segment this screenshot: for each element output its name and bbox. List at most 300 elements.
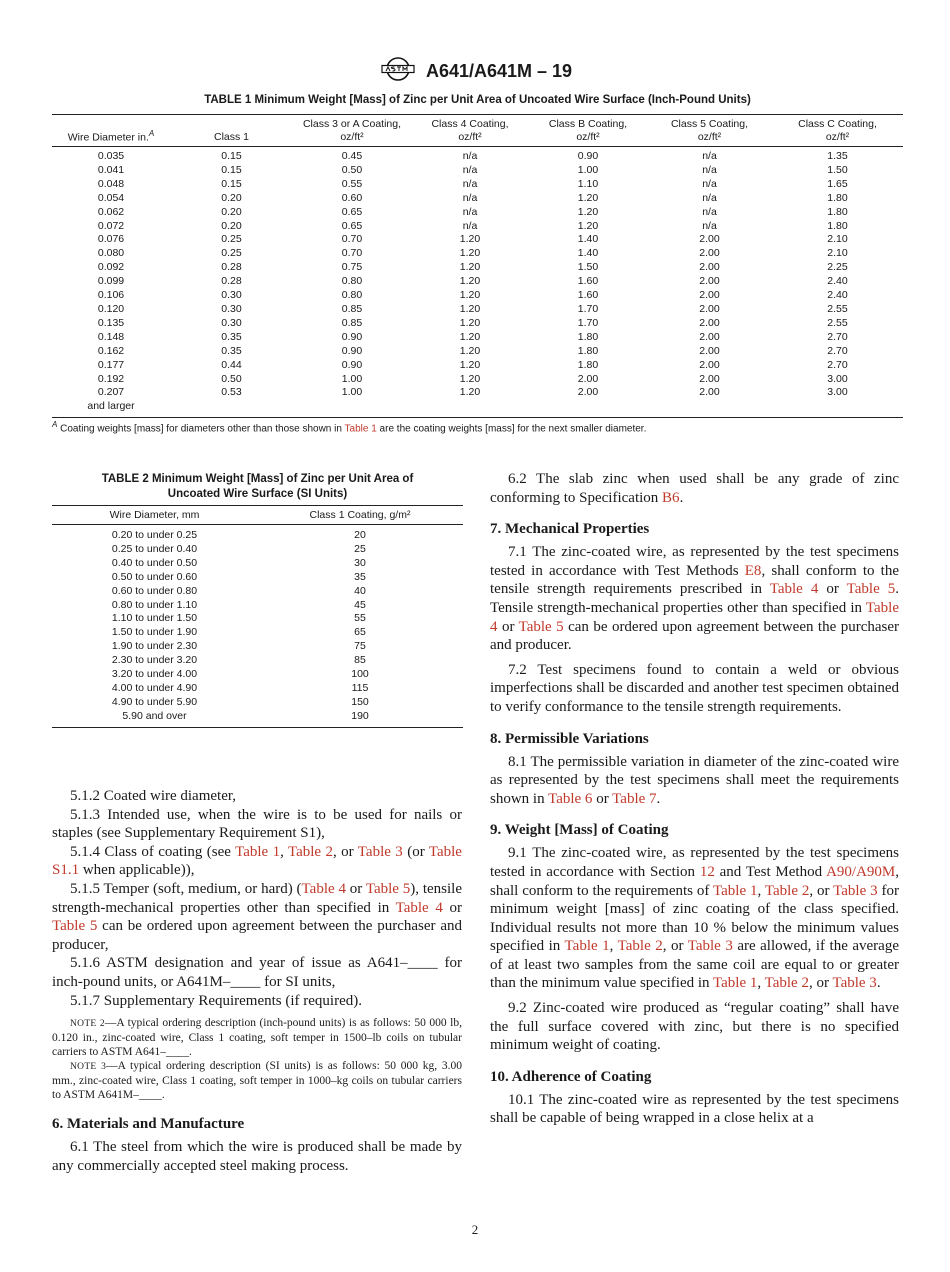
table-cell bbox=[772, 206, 903, 220]
cell-value: n/a bbox=[462, 191, 478, 204]
table-cell: 4.00 to under 4.90 bbox=[111, 681, 198, 694]
table-cell bbox=[170, 359, 293, 373]
table-row bbox=[52, 178, 903, 192]
note-text: —A typical ordering description (SI units) is as follows: 50 000 kg, 3.00 mm., zinc-coated wire, Class 1 coating, soft temper in 1000–kg coils on tubular carriers to ASTM A641M–____. bbox=[52, 1060, 462, 1102]
table-cell: 1.10 to under 1.50 bbox=[111, 612, 198, 625]
table1-header-cell bbox=[293, 115, 411, 147]
table-cell bbox=[772, 192, 903, 206]
cell-value: 2.70 bbox=[827, 344, 848, 357]
table1-link[interactable]: Table 1 bbox=[713, 975, 758, 992]
table1-header-cell bbox=[647, 115, 772, 147]
cell-value: 2.00 bbox=[699, 358, 720, 371]
table-cell bbox=[170, 206, 293, 220]
cell-value: 0.30 bbox=[221, 302, 242, 315]
table1-link[interactable]: Table 1 bbox=[564, 938, 610, 955]
para-7-1 bbox=[490, 543, 899, 655]
table-cell: 0.40 to under 0.50 bbox=[111, 556, 198, 569]
text-run: for minimum weight [mass] of zinc coating of the class specified. Individual results not more than 10 % below the minimum values specified in bbox=[490, 882, 900, 955]
section-8-heading: 8. Permissible Variations bbox=[490, 730, 649, 747]
cell-value: 0.70 bbox=[341, 233, 363, 246]
cell-value: 0.80 bbox=[341, 275, 363, 288]
table-cell bbox=[170, 345, 293, 359]
cell-value: 2.00 bbox=[699, 247, 720, 260]
table-cell bbox=[293, 373, 411, 387]
table-cell bbox=[772, 317, 903, 331]
cell-value: 1.40 bbox=[577, 233, 599, 246]
table-cell bbox=[411, 303, 529, 317]
para-9-2: 9.2 Zinc-coated wire produced as “regular coating” shall have the full surface covered with zinc, but there is no specified minimum weight of coating. bbox=[490, 1000, 899, 1054]
table-cell bbox=[529, 317, 647, 331]
table-cell bbox=[772, 289, 903, 303]
cell-value: 2.40 bbox=[827, 289, 848, 302]
table-cell bbox=[411, 386, 529, 417]
cell-value: 0.035 bbox=[97, 150, 125, 162]
para-6-1: 6.1 The steel from which the wire is produced shall be made by any commercially accepted steel making process. bbox=[52, 1139, 462, 1174]
cell-value: 0.65 bbox=[341, 219, 363, 232]
cell-value: 1.00 bbox=[577, 163, 599, 176]
right-column bbox=[490, 470, 899, 1128]
table-row bbox=[52, 206, 903, 220]
cell-value: 1.80 bbox=[577, 344, 599, 357]
cell-value: n/a bbox=[702, 191, 717, 204]
table-cell bbox=[529, 206, 647, 220]
note-label: NOTE 3 bbox=[70, 1062, 107, 1073]
cell-value: 0.207 bbox=[97, 386, 125, 399]
table-cell bbox=[529, 261, 647, 275]
text-run: (or bbox=[402, 843, 429, 860]
text-run: when applicable)), bbox=[79, 862, 195, 879]
table-cell bbox=[772, 386, 903, 417]
table-cell bbox=[411, 147, 529, 164]
text-run: , shall conform to the requirements of bbox=[490, 863, 899, 899]
table-cell: 45 bbox=[354, 598, 366, 611]
header-text: Class C Coating, bbox=[798, 118, 877, 130]
table-cell bbox=[293, 317, 411, 331]
cell-value: 1.10 bbox=[577, 177, 599, 190]
text-run: . bbox=[876, 975, 881, 992]
table2-header-text: Class 1 Coating, g/m² bbox=[309, 509, 411, 521]
cell-value: 1.20 bbox=[577, 219, 599, 232]
text-run: , bbox=[280, 843, 288, 860]
cell-value: 0.60 bbox=[341, 191, 363, 204]
table-cell bbox=[293, 220, 411, 234]
table-cell bbox=[52, 359, 170, 373]
header-unit: oz/ft² bbox=[458, 131, 482, 143]
table-cell bbox=[52, 178, 170, 192]
cell-value: 0.90 bbox=[341, 330, 363, 343]
cell-value: 1.40 bbox=[577, 247, 599, 260]
table-cell bbox=[529, 247, 647, 261]
table4-link[interactable]: Table 4 bbox=[395, 899, 443, 916]
table-cell bbox=[529, 275, 647, 289]
table3-link[interactable]: Table 3 bbox=[833, 882, 878, 899]
table-row bbox=[52, 696, 463, 710]
table-cell bbox=[529, 147, 647, 164]
header-text: Class B Coating, bbox=[548, 118, 628, 130]
table-cell bbox=[647, 303, 772, 317]
table3-link[interactable]: Table 3 bbox=[357, 843, 403, 860]
table5-link[interactable]: Table 5 bbox=[365, 880, 411, 897]
table-cell bbox=[293, 261, 411, 275]
cell-value: 0.53 bbox=[221, 386, 242, 399]
table-row bbox=[52, 220, 903, 234]
text-run: 7.1 The zinc-coated wire, as represented by the test specimens tested in accordance with Test Methods bbox=[490, 544, 899, 579]
cell-value: 1.20 bbox=[459, 233, 481, 246]
table-cell bbox=[411, 164, 529, 178]
cell-value: 0.15 bbox=[221, 150, 242, 162]
table-cell bbox=[772, 164, 903, 178]
table-cell bbox=[293, 147, 411, 164]
cell-value: 0.25 bbox=[221, 247, 242, 260]
cell-value: 1.20 bbox=[459, 316, 481, 329]
table-cell bbox=[170, 261, 293, 275]
cell-value: n/a bbox=[462, 163, 478, 176]
header-unit: oz/ft² bbox=[697, 131, 722, 143]
table-row bbox=[52, 331, 903, 345]
para-6-2 bbox=[490, 470, 899, 507]
table4-link[interactable]: Table 4 bbox=[490, 599, 899, 635]
table-cell bbox=[293, 386, 411, 417]
cell-value: 1.20 bbox=[459, 261, 481, 274]
table-cell bbox=[772, 345, 903, 359]
text-run: 9.1 The zinc-coated wire, as represented by the test specimens tested in accordance with Section bbox=[490, 845, 899, 880]
cell-value: 0.44 bbox=[221, 358, 242, 371]
table-cell bbox=[647, 233, 772, 247]
cell-value: n/a bbox=[702, 163, 717, 176]
cell-value: 0.106 bbox=[97, 289, 125, 302]
table-row bbox=[52, 654, 463, 668]
text-run: 8.1 The permissible variation in diameter of the zinc-coated wire as represented by the test specimens shall meet the requirements shown in bbox=[490, 753, 899, 807]
table-cell bbox=[529, 289, 647, 303]
cell-value: 1.20 bbox=[577, 205, 599, 218]
table-cell bbox=[411, 317, 529, 331]
text-run: , bbox=[757, 975, 765, 992]
cell-value: 1.70 bbox=[577, 302, 599, 315]
cell-value: 0.45 bbox=[341, 150, 363, 162]
b6-link[interactable]: B6 bbox=[662, 489, 680, 506]
table1-header-cell bbox=[170, 115, 293, 147]
cell-value: n/a bbox=[462, 150, 478, 162]
table-s1-1-link[interactable]: Table S1.1 bbox=[52, 843, 462, 879]
table4-link[interactable]: Table 4 bbox=[769, 581, 819, 598]
cell-value: 1.20 bbox=[459, 372, 481, 385]
cell-value: 0.35 bbox=[221, 344, 242, 357]
table-cell: 150 bbox=[351, 695, 369, 708]
table-cell: 85 bbox=[354, 654, 366, 667]
text-run: are allowed, if the average of at least two samples from the same coil are equal to or greater than the minimum value specified in bbox=[490, 938, 899, 992]
header-text: Class 4 Coating, bbox=[431, 118, 509, 130]
table-cell bbox=[293, 289, 411, 303]
table-row bbox=[52, 525, 463, 543]
table3-link[interactable]: Table 3 bbox=[687, 938, 733, 955]
table-cell: 1.90 to under 2.30 bbox=[111, 640, 198, 653]
table-cell: 55 bbox=[354, 612, 366, 625]
table-cell bbox=[411, 261, 529, 275]
cell-value: 0.135 bbox=[97, 316, 125, 329]
cell-value: 1.50 bbox=[827, 163, 848, 176]
table-cell bbox=[772, 373, 903, 387]
table-cell bbox=[647, 331, 772, 345]
table1-caption: TABLE 1 Minimum Weight [Mass] of Zinc per Unit Area of Uncoated Wire Surface (Inch-Pound Units) bbox=[204, 94, 751, 106]
cell-value: n/a bbox=[702, 219, 717, 232]
cell-value: n/a bbox=[462, 219, 478, 232]
cell-value: 0.75 bbox=[341, 261, 363, 274]
table-cell: 25 bbox=[354, 542, 366, 555]
table-cell bbox=[772, 261, 903, 275]
section-9-heading: 9. Weight [Mass] of Coating bbox=[490, 822, 669, 839]
note-2 bbox=[52, 1016, 462, 1059]
text-run: . bbox=[656, 790, 661, 807]
cell-value: 0.28 bbox=[221, 275, 242, 288]
table-cell: 65 bbox=[354, 626, 366, 639]
cell-value: 0.50 bbox=[221, 372, 242, 385]
cell-value: 0.30 bbox=[221, 316, 242, 329]
section-10-heading: 10. Adherence of Coating bbox=[490, 1068, 652, 1085]
table3-link[interactable]: Table 3 bbox=[832, 975, 877, 992]
table-cell bbox=[529, 178, 647, 192]
table1-body bbox=[52, 147, 903, 418]
cell-value: 0.85 bbox=[341, 302, 363, 315]
cell-value: 0.70 bbox=[341, 247, 363, 260]
cell-value: 2.55 bbox=[827, 302, 848, 315]
cell-value: 1.35 bbox=[827, 150, 848, 162]
table-cell bbox=[647, 373, 772, 387]
table-row bbox=[52, 626, 463, 640]
table-row bbox=[52, 317, 903, 331]
cell-value: 0.30 bbox=[221, 289, 242, 302]
cell-value: 0.072 bbox=[97, 219, 125, 232]
cell-value: n/a bbox=[702, 205, 717, 218]
cell-value: 0.50 bbox=[341, 163, 363, 176]
text-run: , shall conform to the tensile strength requirements prescribed in bbox=[490, 562, 899, 598]
cell-value: 0.048 bbox=[97, 177, 125, 190]
table-cell bbox=[529, 373, 647, 387]
table1-link[interactable]: Table 1 bbox=[713, 882, 758, 899]
table-cell bbox=[647, 261, 772, 275]
table-cell bbox=[52, 147, 170, 164]
table1 bbox=[52, 114, 903, 418]
table-cell: 0.60 to under 0.80 bbox=[111, 584, 198, 597]
table2-link[interactable]: Table 2 bbox=[764, 882, 810, 899]
table-row bbox=[52, 359, 903, 373]
table5-link[interactable]: Table 5 bbox=[518, 618, 564, 635]
a90-link[interactable]: A90/A90M bbox=[826, 863, 896, 880]
text-run: , bbox=[757, 882, 765, 899]
table7-link[interactable]: Table 7 bbox=[612, 790, 657, 807]
note-text: —A typical ordering description (inch-pound units) is as follows: 50 000 lb, 0.120 in., zinc-coated wire, Class 1 coating, soft temper in 1500–lb coils on tubular carriers to ASTM A641–____. bbox=[52, 1017, 462, 1059]
table-cell bbox=[647, 192, 772, 206]
table2-link[interactable]: Table 2 bbox=[617, 938, 663, 955]
table-cell: 0.80 to under 1.10 bbox=[111, 598, 198, 611]
table-row bbox=[52, 599, 463, 613]
table-cell bbox=[411, 359, 529, 373]
text-run: . bbox=[679, 489, 684, 506]
table-cell bbox=[529, 345, 647, 359]
table-row bbox=[52, 247, 903, 261]
document-designation: A641/A641M – 19 bbox=[425, 61, 573, 81]
table-row bbox=[52, 543, 463, 557]
table-cell bbox=[647, 386, 772, 417]
table-cell bbox=[170, 147, 293, 164]
table-cell bbox=[52, 247, 170, 261]
text-run: 6.2 The slab zinc when used shall be any grade of zinc conforming to Specification bbox=[490, 471, 899, 506]
table-cell bbox=[293, 233, 411, 247]
table-cell bbox=[170, 192, 293, 206]
cell-value: 0.55 bbox=[341, 177, 363, 190]
text-run: or bbox=[442, 899, 462, 916]
cell-value: 3.00 bbox=[827, 386, 848, 399]
table2-link[interactable]: Table 2 bbox=[287, 843, 333, 860]
table-cell bbox=[52, 386, 170, 417]
table-cell bbox=[411, 220, 529, 234]
table-cell bbox=[772, 359, 903, 373]
header-unit: oz/ft² bbox=[576, 131, 600, 143]
cell-value: 0.148 bbox=[97, 330, 125, 343]
table-row bbox=[52, 668, 463, 682]
table2 bbox=[52, 505, 463, 728]
table-cell bbox=[170, 331, 293, 345]
cell-value: n/a bbox=[462, 205, 478, 218]
cell-value: 0.062 bbox=[97, 205, 125, 218]
table-cell bbox=[529, 386, 647, 417]
table-row bbox=[52, 289, 903, 303]
cell-value: 1.20 bbox=[577, 191, 599, 204]
table2-link[interactable]: Table 2 bbox=[764, 975, 809, 992]
table-cell bbox=[772, 233, 903, 247]
table-cell bbox=[647, 275, 772, 289]
section-7-heading: 7. Mechanical Properties bbox=[490, 521, 650, 538]
cell-value: 0.20 bbox=[221, 191, 242, 204]
cell-value: 1.50 bbox=[577, 261, 599, 274]
table1-header-row bbox=[52, 115, 903, 147]
cell-value: 0.25 bbox=[221, 233, 242, 246]
table5-link[interactable]: Table 5 bbox=[846, 581, 896, 598]
cell-value: 0.35 bbox=[221, 330, 242, 343]
table-cell bbox=[52, 192, 170, 206]
cell-value: 1.20 bbox=[459, 247, 481, 260]
cell-value: 2.55 bbox=[827, 316, 848, 329]
table-cell bbox=[647, 178, 772, 192]
table-cell bbox=[170, 373, 293, 387]
note-label: NOTE 2 bbox=[70, 1019, 105, 1030]
table-cell: 30 bbox=[354, 556, 366, 569]
e8-link[interactable]: E8 bbox=[744, 562, 762, 579]
table-cell bbox=[411, 233, 529, 247]
table-row bbox=[52, 275, 903, 289]
table-cell bbox=[647, 206, 772, 220]
section-6-heading: 6. Materials and Manufacture bbox=[52, 1116, 245, 1133]
para-5-1-5 bbox=[52, 880, 462, 954]
table-cell bbox=[411, 192, 529, 206]
table6-link[interactable]: Table 6 bbox=[548, 790, 593, 807]
cell-value: 2.10 bbox=[827, 233, 848, 246]
table-row bbox=[52, 164, 903, 178]
cell-value: 1.80 bbox=[577, 358, 599, 371]
table-cell bbox=[293, 345, 411, 359]
table-row bbox=[52, 373, 903, 387]
table-cell: 1.50 to under 1.90 bbox=[111, 626, 198, 639]
cell-value: 2.00 bbox=[699, 275, 720, 288]
note-3 bbox=[52, 1059, 462, 1102]
table-cell bbox=[170, 303, 293, 317]
table-cell: 0.25 to under 0.40 bbox=[111, 542, 198, 555]
table5-link[interactable]: Table 5 bbox=[52, 918, 98, 935]
cell-value: 0.192 bbox=[97, 372, 125, 385]
table-cell bbox=[170, 233, 293, 247]
table-cell bbox=[411, 247, 529, 261]
para-5-1-7: 5.1.7 Supplementary Requirements (if required). bbox=[70, 992, 363, 1009]
cell-value: 2.00 bbox=[699, 302, 720, 315]
cell-value: 1.20 bbox=[459, 275, 481, 288]
table-row bbox=[52, 261, 903, 275]
page-header bbox=[0, 56, 950, 84]
table-cell bbox=[52, 220, 170, 234]
cell-value: 0.65 bbox=[341, 205, 363, 218]
table-row bbox=[52, 710, 463, 727]
page-number: 2 bbox=[471, 1222, 479, 1237]
table-cell bbox=[52, 275, 170, 289]
cell-value: 0.120 bbox=[97, 302, 125, 315]
cell-value: 0.076 bbox=[97, 233, 125, 246]
table-cell bbox=[411, 206, 529, 220]
table1-header-cell bbox=[772, 115, 903, 147]
table-cell bbox=[293, 192, 411, 206]
cell-value: 0.20 bbox=[221, 205, 242, 218]
cell-value: 2.70 bbox=[827, 358, 848, 371]
cell-value: 0.20 bbox=[221, 219, 242, 232]
table1-link[interactable]: Table 1 bbox=[235, 843, 281, 860]
table-cell: 5.90 and over bbox=[122, 709, 187, 722]
cell-value: 0.15 bbox=[221, 177, 242, 190]
table-cell bbox=[411, 345, 529, 359]
table1-header-cell bbox=[529, 115, 647, 147]
table4-link[interactable]: Table 4 bbox=[301, 880, 346, 897]
cell-value: 0.092 bbox=[97, 261, 125, 274]
table2-body bbox=[52, 525, 463, 728]
cell-value: 2.00 bbox=[699, 386, 720, 399]
table-cell bbox=[293, 206, 411, 220]
cell-value: 2.00 bbox=[699, 289, 720, 302]
cell-value: 2.00 bbox=[699, 316, 720, 329]
table2-caption-line: Uncoated Wire Surface (SI Units) bbox=[167, 488, 348, 500]
table-cell bbox=[170, 247, 293, 261]
table-cell: 100 bbox=[351, 668, 369, 681]
table-cell bbox=[293, 359, 411, 373]
text-run: . Tensile strength-mechanical properties other than specified in bbox=[490, 581, 899, 616]
cell-value: 2.00 bbox=[577, 386, 599, 399]
cell-value: 3.00 bbox=[827, 372, 848, 385]
text-run: , or bbox=[662, 938, 688, 955]
cell-value: 1.20 bbox=[459, 302, 481, 315]
table1-link[interactable]: Table 1 bbox=[344, 423, 377, 435]
section-12-link[interactable]: 12 bbox=[699, 863, 715, 880]
text-run: , or bbox=[809, 882, 834, 899]
cell-value: 0.28 bbox=[221, 261, 242, 274]
cell-value-extra: and larger bbox=[87, 400, 135, 413]
para-10-1: 10.1 The zinc-coated wire as represented by the test specimens shall be capable of being wrapped in a close helix at a bbox=[490, 1091, 899, 1127]
header-unit: oz/ft² bbox=[340, 131, 364, 143]
table-cell: 35 bbox=[354, 570, 366, 583]
table-cell bbox=[647, 289, 772, 303]
table-cell bbox=[52, 206, 170, 220]
para-9-1 bbox=[490, 844, 899, 993]
cell-value: 0.85 bbox=[341, 316, 363, 329]
text-run: can be ordered upon agreement between the purchaser and producer, bbox=[52, 918, 462, 953]
table-cell bbox=[293, 303, 411, 317]
table-cell: 0.20 to under 0.25 bbox=[111, 529, 198, 541]
text-run: 5.1.4 Class of coating (see bbox=[70, 843, 236, 860]
table-cell bbox=[52, 373, 170, 387]
